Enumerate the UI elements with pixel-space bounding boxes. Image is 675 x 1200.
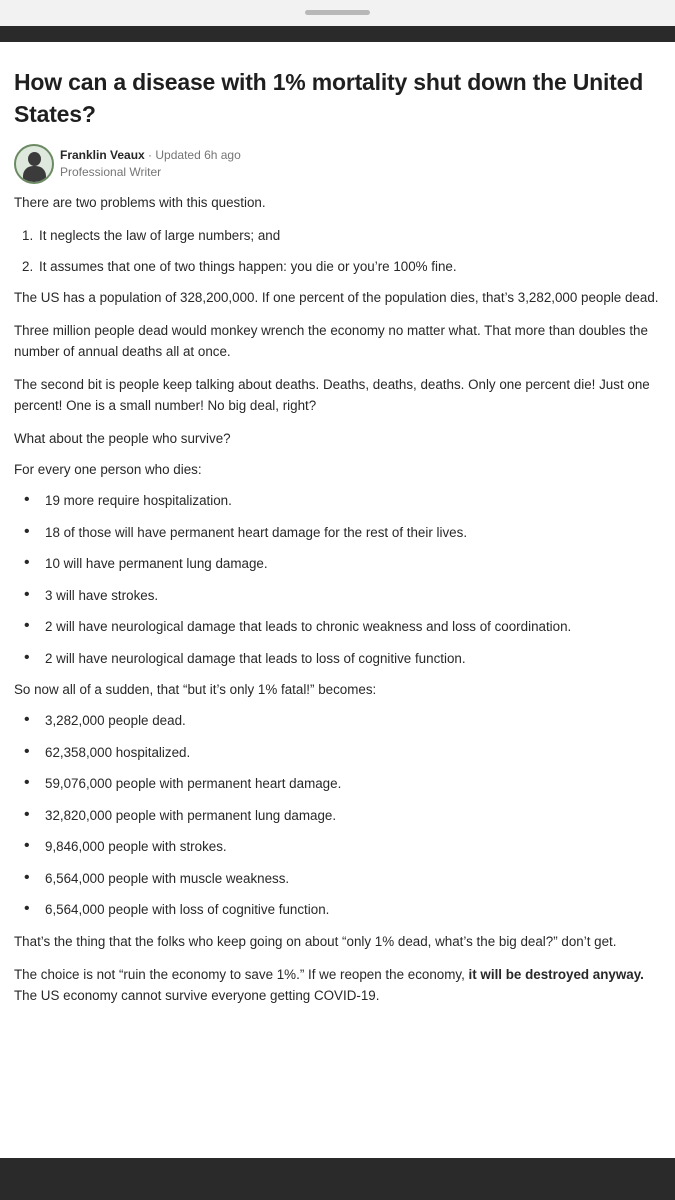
list-item-text: 2 will have neurological damage that leads to loss of cognitive function. [45, 650, 466, 666]
three-million-paragraph: Three million people dead would monkey wrench the economy no matter what. That more than doubles the number of annual deaths all at once. [14, 323, 648, 359]
author-name[interactable]: Franklin Veaux [60, 148, 145, 162]
list-item-text: 19 more require hospitalization. [45, 493, 232, 508]
list-item [24, 836, 662, 857]
drag-handle[interactable] [305, 10, 370, 15]
answer-content [14, 66, 662, 1018]
list-item [22, 256, 662, 277]
list-item-text: 18 of those will have permanent heart damage for the rest of their lives. [45, 524, 468, 540]
list-item [24, 522, 662, 543]
list-item [24, 616, 662, 637]
avatar-head [28, 152, 41, 166]
list-item-text: 3,282,000 people dead. [45, 713, 186, 728]
top-bar [0, 26, 675, 42]
list-item [24, 899, 662, 920]
bullet-icon: • [24, 900, 30, 917]
second-bit-paragraph: The second bit is people keep talking about deaths. Deaths, deaths, deaths. Only one percent die! Just one percent! One is a small number! No big deal, right? [14, 377, 650, 413]
list-item [24, 490, 662, 511]
list-item [24, 585, 662, 606]
question-title[interactable]: How can a disease with 1% mortality shut down the United States? [14, 69, 644, 127]
list-item-text: 62,358,000 hospitalized. [45, 744, 191, 760]
list-item-text: 9,846,000 people with strokes. [45, 839, 227, 854]
survivors-paragraph: What about the people who survive? [14, 431, 231, 446]
person-avatar-icon[interactable] [14, 144, 54, 184]
list-item [24, 805, 662, 826]
list-item-text: 32,820,000 people with permanent lung damage. [45, 807, 337, 823]
suddenly-paragraph: So now all of a sudden, that “but it’s only 1% fatal!” becomes: [14, 682, 377, 697]
bottom-bar [0, 1158, 675, 1200]
author-text [60, 144, 241, 181]
bullet-icon: • [24, 868, 30, 886]
list-item-text: 6,564,000 people with loss of cognitive function. [45, 902, 330, 917]
list-item-text: It neglects the law of large numbers; and [39, 228, 281, 243]
problems-list [22, 225, 662, 277]
bullet-icon: • [24, 491, 30, 508]
closing-bold-text: it will be destroyed anyway. [468, 966, 644, 982]
list-item-text: 59,076,000 people with permanent heart damage. [45, 776, 342, 791]
bullet-icon: • [24, 742, 30, 760]
author-credential: Professional Writer [60, 165, 162, 179]
list-item [24, 742, 662, 763]
list-item [24, 868, 662, 889]
bullet-icon: • [24, 805, 30, 823]
totals-list [24, 710, 662, 920]
author-line [60, 146, 241, 164]
every-one-paragraph: For every one person who dies: [14, 462, 202, 477]
list-item-text: 6,564,000 people with muscle weakness. [45, 870, 290, 886]
top-chrome [0, 0, 675, 26]
intro-paragraph: There are two problems with this question. [14, 195, 266, 210]
list-number: 1. [22, 228, 34, 243]
folks-paragraph: That’s the thing that the folks who keep going on about “only 1% dead, what’s the big deal?” don’t get. [14, 933, 617, 949]
list-item [24, 773, 662, 794]
author-block [14, 144, 662, 188]
population-paragraph: The US has a population of 328,200,000. If one percent of the population dies, that’s 3,282,000 people dead. [14, 290, 659, 305]
bullet-icon: • [24, 554, 30, 571]
avatar-body [23, 166, 46, 184]
per-death-list [24, 490, 662, 669]
bullet-icon: • [24, 837, 30, 854]
list-number: 2. [22, 259, 34, 274]
list-item-text: 10 will have permanent lung damage. [45, 556, 268, 571]
bullet-icon: • [24, 711, 30, 728]
list-item [24, 553, 662, 574]
bullet-icon: • [24, 522, 30, 540]
bullet-icon: • [24, 774, 30, 791]
bullet-icon: • [24, 648, 30, 666]
list-item-text: 2 will have neurological damage that leads to chronic weakness and loss of coordination. [45, 619, 572, 634]
closing-paragraph [14, 964, 662, 1006]
updated-time[interactable]: Updated 6h ago [155, 148, 241, 162]
list-item-text: 3 will have strokes. [45, 587, 159, 603]
bullet-icon: • [24, 617, 30, 634]
closing-text-2: The US economy cannot survive everyone getting COVID-19. [14, 987, 380, 1003]
meta-separator: · [144, 148, 156, 162]
bullet-icon: • [24, 585, 30, 603]
list-item [24, 648, 662, 669]
list-item [22, 225, 662, 246]
closing-text-1: The choice is not “ruin the economy to save 1%.” If we reopen the economy, [14, 966, 469, 982]
list-item-text: It assumes that one of two things happen: you die or you’re 100% fine. [39, 259, 457, 274]
list-item [24, 710, 662, 731]
